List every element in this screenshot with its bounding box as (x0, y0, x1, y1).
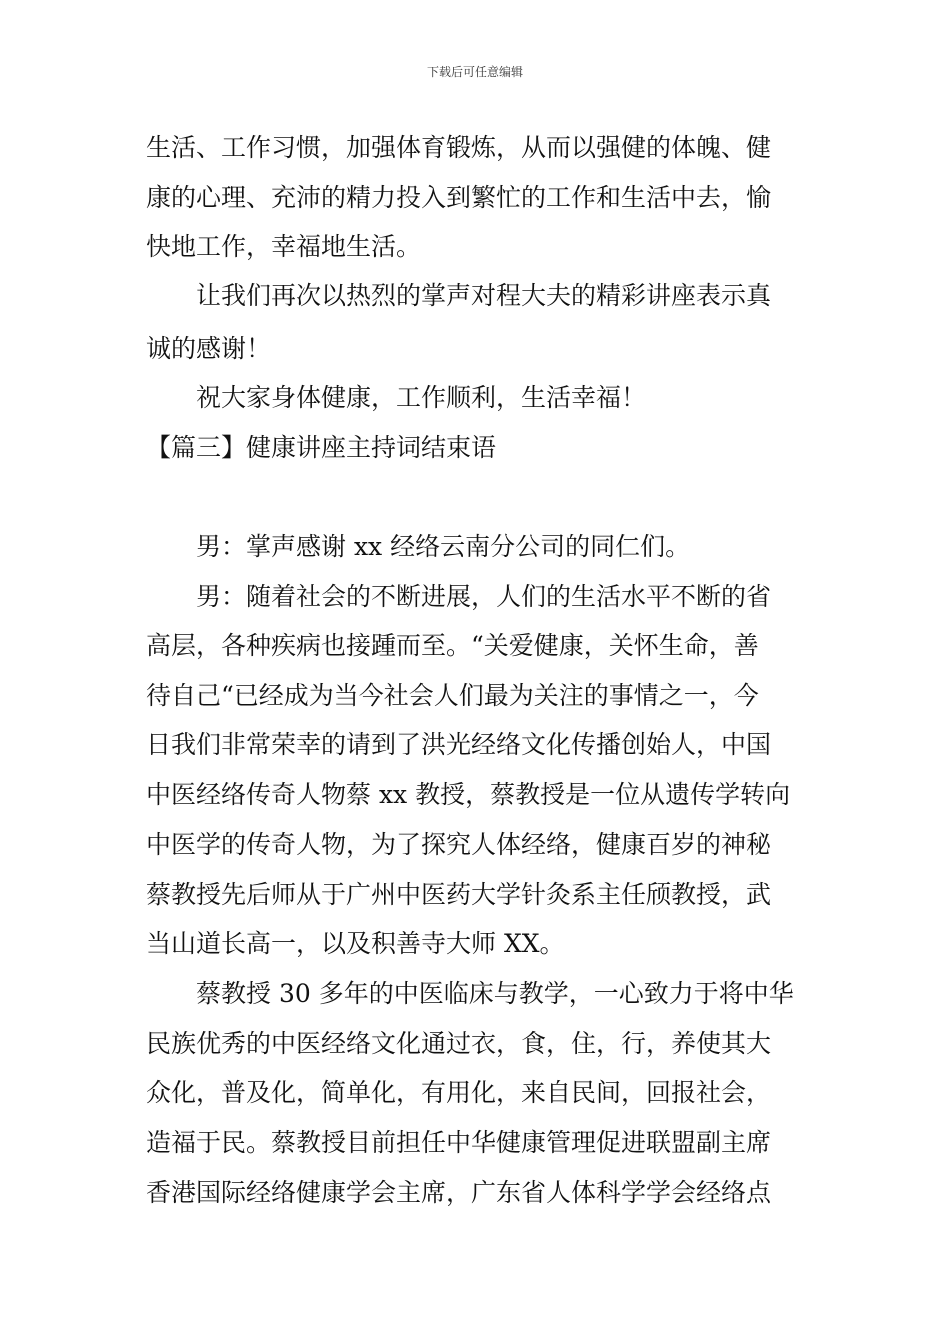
text-line: 蔡教授 30 多年的中医临床与教学，一心致力于将中华 (196, 979, 794, 1008)
text-line: 民族优秀的中医经络文化通过衣，食，住，行，养使其大 (146, 1029, 772, 1058)
text-line: 让我们再次以热烈的掌声对程大夫的精彩讲座表示真 (196, 281, 772, 310)
text-line: 日我们非常荣幸的请到了洪光经络文化传播创始人，中国 (146, 730, 772, 759)
text-line: 众化，普及化，简单化，有用化，来自民间，回报社会， (146, 1078, 772, 1107)
text-line: 当山道长高一，以及积善寺大师 XX。 (146, 929, 565, 958)
text-line: 诚的感谢！ (146, 334, 272, 363)
text-line: 男：随着社会的不断进展，人们的生活水平不断的省 (196, 582, 772, 611)
text-line: 中医学的传奇人物，为了探究人体经络，健康百岁的神秘 (146, 830, 772, 859)
text-line: 造福于民。蔡教授目前担任中华健康管理促进联盟副主席 (146, 1128, 772, 1157)
text-line: 待自己“已经成为当今社会人们最为关注的事情之一，今 (146, 681, 759, 710)
text-line: 蔡教授先后师从于广州中医药大学针灸系主任颀教授，武 (146, 880, 772, 909)
text-line: 快地工作，幸福地生活。 (146, 232, 422, 261)
page-header: 下载后可任意编辑 (426, 65, 523, 79)
text-line: 中医经络传奇人物蔡 xx 教授，蔡教授是一位从遗传学转向 (146, 780, 791, 809)
text-line: 祝大家身体健康，工作顺利，生活幸福！ (196, 383, 647, 412)
text-line: 高层，各种疾病也接踵而至。“关爱健康，关怀生命，善 (146, 631, 759, 660)
text-line: 香港国际经络健康学会主席，广东省人体科学学会经络点 (146, 1178, 772, 1207)
section-heading: 【篇三】健康讲座主持词结束语 (146, 433, 497, 462)
text-line: 康的心理、充沛的精力投入到繁忙的工作和生活中去，愉 (146, 183, 772, 212)
text-line: 生活、工作习惯，加强体育锻炼，从而以强健的体魄、健 (146, 133, 772, 162)
text-line: 男：掌声感谢 xx 经络云南分公司的同仁们。 (196, 532, 691, 561)
